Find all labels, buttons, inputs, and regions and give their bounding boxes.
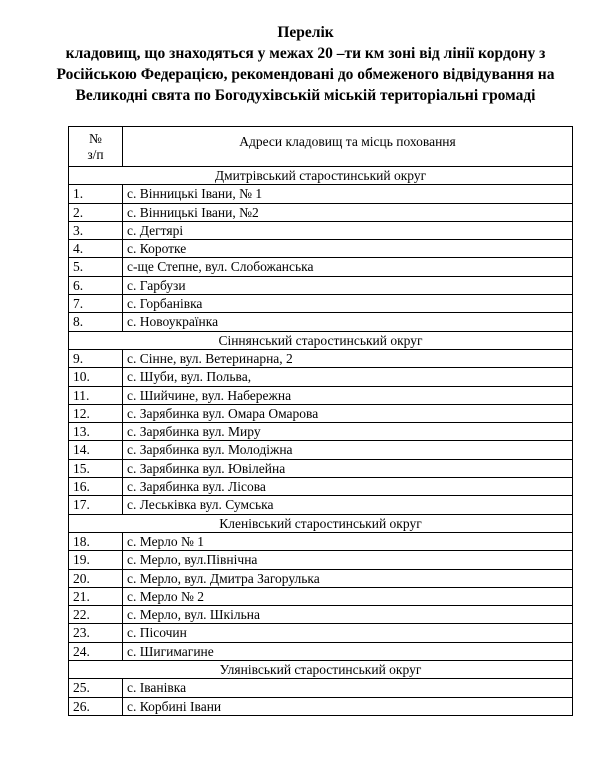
- row-address: с. Іванівка: [123, 679, 573, 697]
- row-address: с. Шийчине, вул. Набережна: [123, 386, 573, 404]
- row-number: 26.: [69, 697, 123, 715]
- region-label: Сіннянський старостинський округ: [69, 331, 573, 349]
- row-number: 18.: [69, 532, 123, 550]
- row-address: с. Новоукраїнка: [123, 313, 573, 331]
- row-address: с. Вінницькі Івани, № 1: [123, 185, 573, 203]
- table-row: [69, 386, 573, 404]
- row-number: 13.: [69, 423, 123, 441]
- table-row: [69, 404, 573, 422]
- column-header-number-line: №: [89, 131, 102, 146]
- column-header-number-line: з/п: [87, 147, 104, 162]
- row-number: 23.: [69, 624, 123, 642]
- row-number: 9.: [69, 349, 123, 367]
- title-line: Російською Федерацією, рекомендовані до обмеженого відвідування на: [56, 66, 555, 83]
- table-row: [69, 349, 573, 367]
- region-row: [69, 661, 573, 679]
- row-address: с. Пісочин: [123, 624, 573, 642]
- row-address: с. Зарябинка вул. Молодіжна: [123, 441, 573, 459]
- column-header-number: [69, 127, 123, 167]
- table-row: [69, 624, 573, 642]
- row-number: 19.: [69, 551, 123, 569]
- row-address: с. Шигимагине: [123, 642, 573, 660]
- row-number: 12.: [69, 404, 123, 422]
- table-row: [69, 295, 573, 313]
- row-number: 22.: [69, 606, 123, 624]
- table-row: [69, 606, 573, 624]
- region-label: Улянівський старостинський округ: [69, 661, 573, 679]
- row-address: с. Зарябинка вул. Ювілейна: [123, 459, 573, 477]
- table-row: [69, 551, 573, 569]
- row-address: с. Вінницькі Івани, №2: [123, 203, 573, 221]
- row-number: 7.: [69, 295, 123, 313]
- table-row: [69, 642, 573, 660]
- row-number: 5.: [69, 258, 123, 276]
- table-row: [69, 423, 573, 441]
- table-row: [69, 276, 573, 294]
- table-body: [69, 167, 573, 716]
- table-row: [69, 240, 573, 258]
- row-number: 25.: [69, 679, 123, 697]
- table-row: [69, 532, 573, 550]
- region-label: Кленівський старостинський округ: [69, 514, 573, 532]
- row-number: 10.: [69, 368, 123, 386]
- table-row: [69, 185, 573, 203]
- title-line: кладовищ, що знаходяться у межах 20 –ти км зоні від лінії кордону з: [65, 45, 546, 62]
- table-row: [69, 441, 573, 459]
- row-number: 20.: [69, 569, 123, 587]
- row-number: 21.: [69, 587, 123, 605]
- column-header-address: Адреси кладовищ та місць поховання: [123, 127, 573, 167]
- row-number: 17.: [69, 496, 123, 514]
- region-row: [69, 167, 573, 185]
- table-row: [69, 258, 573, 276]
- row-number: 1.: [69, 185, 123, 203]
- table-row: [69, 459, 573, 477]
- table-row: [69, 587, 573, 605]
- table-row: [69, 203, 573, 221]
- row-address: с. Корбині Івани: [123, 697, 573, 715]
- row-number: 2.: [69, 203, 123, 221]
- region-row: [69, 514, 573, 532]
- row-number: 16.: [69, 478, 123, 496]
- region-label: Дмитрівський старостинський округ: [69, 167, 573, 185]
- title-line: Перелік: [277, 24, 334, 41]
- cemetery-table: [68, 126, 573, 716]
- row-address: с. Мерло, вул. Дмитра Загорулька: [123, 569, 573, 587]
- title-line: Великодні свята по Богодухівській міській територіальні громаді: [75, 87, 536, 104]
- row-address: с. Мерло № 1: [123, 532, 573, 550]
- table-row: [69, 569, 573, 587]
- row-number: 3.: [69, 221, 123, 239]
- document-title: [40, 22, 571, 106]
- row-address: с. Коротке: [123, 240, 573, 258]
- row-address: с. Сінне, вул. Ветеринарна, 2: [123, 349, 573, 367]
- row-address: с. Дегтярі: [123, 221, 573, 239]
- row-address: с. Зарябинка вул. Миру: [123, 423, 573, 441]
- row-address: с. Зарябинка вул. Лісова: [123, 478, 573, 496]
- row-address: с. Гарбузи: [123, 276, 573, 294]
- region-row: [69, 331, 573, 349]
- table-row: [69, 496, 573, 514]
- row-address: с. Зарябинка вул. Омара Омарова: [123, 404, 573, 422]
- row-address: с. Горбанівка: [123, 295, 573, 313]
- row-address: с-ще Степне, вул. Слобожанська: [123, 258, 573, 276]
- table-row: [69, 679, 573, 697]
- row-number: 4.: [69, 240, 123, 258]
- row-number: 15.: [69, 459, 123, 477]
- row-number: 14.: [69, 441, 123, 459]
- row-address: с. Шуби, вул. Польва,: [123, 368, 573, 386]
- row-address: с. Мерло, вул.Північна: [123, 551, 573, 569]
- row-address: с. Мерло, вул. Шкільна: [123, 606, 573, 624]
- table-row: [69, 697, 573, 715]
- row-address: с. Леськівка вул. Сумська: [123, 496, 573, 514]
- table-row: [69, 221, 573, 239]
- table-header-row: [69, 127, 573, 167]
- row-number: 6.: [69, 276, 123, 294]
- table-row: [69, 478, 573, 496]
- table-row: [69, 313, 573, 331]
- row-address: с. Мерло № 2: [123, 587, 573, 605]
- table-row: [69, 368, 573, 386]
- row-number: 24.: [69, 642, 123, 660]
- row-number: 8.: [69, 313, 123, 331]
- row-number: 11.: [69, 386, 123, 404]
